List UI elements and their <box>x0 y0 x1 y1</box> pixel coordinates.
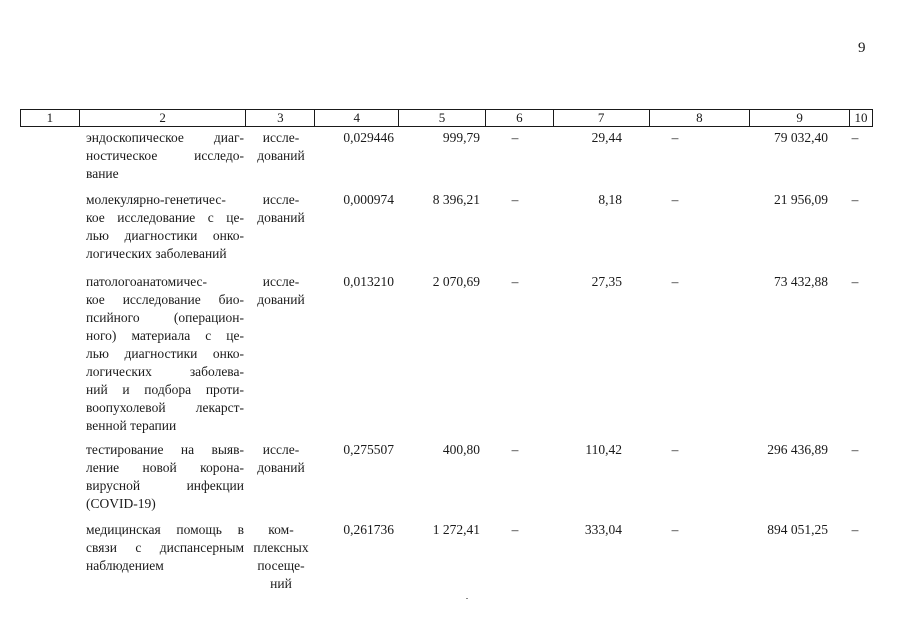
col-5-value: 999,79 <box>442 130 480 145</box>
service-name-line: вирусной инфекции <box>86 478 244 493</box>
header-col-7: 7 <box>553 110 649 126</box>
service-name-line: ление новой корона- <box>86 460 244 475</box>
unit-line: дований <box>257 292 305 307</box>
unit-line: дований <box>257 210 305 225</box>
scan-speck <box>466 598 468 599</box>
header-col-9: 9 <box>749 110 849 126</box>
service-name-line: ностическое исследо- <box>86 148 244 163</box>
service-name-line: (COVID-19) <box>86 496 156 511</box>
unit-line: иссле- <box>262 442 300 457</box>
col-4-value: 0,013210 <box>343 274 394 289</box>
col-7-value: 27,35 <box>591 274 622 289</box>
col-5-value: 400,80 <box>442 442 480 457</box>
col-8-value: – <box>671 130 679 145</box>
unit-line: иссле- <box>262 192 300 207</box>
col-9-value: 894 051,25 <box>767 522 828 537</box>
col-8-value: – <box>671 274 679 289</box>
header-col-3: 3 <box>245 110 314 126</box>
unit-line: дований <box>257 460 305 475</box>
col-10-value: – <box>851 442 859 457</box>
unit-of-measure <box>250 521 312 593</box>
unit-line: дований <box>257 148 305 163</box>
col-9-value: 79 032,40 <box>774 130 828 145</box>
service-name-line: ний и подбора проти- <box>86 382 244 397</box>
header-col-1: 1 <box>46 110 54 125</box>
page-number: 9 <box>858 40 866 56</box>
unit-of-measure <box>250 273 312 309</box>
col-9-value: 73 432,88 <box>774 274 828 289</box>
col-5-value: 1 272,41 <box>432 522 480 537</box>
unit-line: ком- <box>268 522 294 537</box>
col-8-value: – <box>671 442 679 457</box>
service-name-line: логических заболева- <box>86 364 244 379</box>
col-7-value: 110,42 <box>585 442 622 457</box>
header-col-5: 5 <box>398 110 485 126</box>
unit-line: иссле- <box>262 130 300 145</box>
unit-of-measure <box>250 191 312 227</box>
col-8-value: – <box>671 192 679 207</box>
col-6-value: – <box>511 274 519 289</box>
service-name-line: логических заболеваний <box>86 246 227 261</box>
header-col-2: 2 <box>79 110 246 126</box>
service-name-line: эндоскопическое диаг- <box>86 130 244 145</box>
unit-of-measure <box>250 129 312 165</box>
service-name <box>86 441 244 513</box>
service-name-line: тестирование на выяв- <box>86 442 244 457</box>
service-name-line: лью диагностики онко- <box>86 228 244 243</box>
service-name-line: наблюдением <box>86 558 164 573</box>
unit-line: посеще- <box>257 558 305 573</box>
service-name-line: псийного (операцион- <box>86 310 244 325</box>
unit-line: ний <box>270 576 292 591</box>
unit-of-measure <box>250 441 312 477</box>
col-9-value: 296 436,89 <box>767 442 828 457</box>
col-9-value: 21 956,09 <box>774 192 828 207</box>
service-name-line: молекулярно-генетичес- <box>86 192 226 207</box>
col-4-value: 0,029446 <box>343 130 394 145</box>
service-name <box>86 129 244 183</box>
header-col-10: 10 <box>849 110 872 126</box>
service-name-line: медицинская помощь в <box>86 522 244 537</box>
service-name-line: вание <box>86 166 119 181</box>
header-col-4: 4 <box>314 110 398 126</box>
service-name-line: венной терапии <box>86 418 177 433</box>
col-10-value: – <box>851 130 859 145</box>
table-header <box>20 109 873 127</box>
col-8-value: – <box>671 522 679 537</box>
col-6-value: – <box>511 130 519 145</box>
unit-line: иссле- <box>262 274 300 289</box>
service-name-line: лью диагностики онко- <box>86 346 244 361</box>
col-10-value: – <box>851 522 859 537</box>
col-10-value: – <box>851 274 859 289</box>
header-col-8: 8 <box>649 110 750 126</box>
col-4-value: 0,261736 <box>343 522 394 537</box>
col-7-value: 29,44 <box>591 130 622 145</box>
service-name-line: кое исследование био- <box>86 292 244 307</box>
unit-line: плексных <box>253 540 309 555</box>
col-5-value: 8 396,21 <box>432 192 480 207</box>
col-7-value: 8,18 <box>598 192 622 207</box>
col-6-value: – <box>511 442 519 457</box>
service-name <box>86 521 244 575</box>
service-name <box>86 191 244 263</box>
service-name-line: кое исследование с це- <box>86 210 244 225</box>
col-6-value: – <box>511 522 519 537</box>
header-col-6: 6 <box>485 110 553 126</box>
service-name-line: воопухолевой лекарст- <box>86 400 244 415</box>
col-5-value: 2 070,69 <box>432 274 480 289</box>
col-7-value: 333,04 <box>584 522 622 537</box>
col-6-value: – <box>511 192 519 207</box>
col-10-value: – <box>851 192 859 207</box>
service-name-line: ного) материала с це- <box>86 328 244 343</box>
col-4-value: 0,000974 <box>343 192 394 207</box>
service-name-line: патологоанатомичес- <box>86 274 208 289</box>
col-4-value: 0,275507 <box>343 442 394 457</box>
service-name <box>86 273 244 435</box>
service-name-line: связи с диспансерным <box>86 540 244 555</box>
